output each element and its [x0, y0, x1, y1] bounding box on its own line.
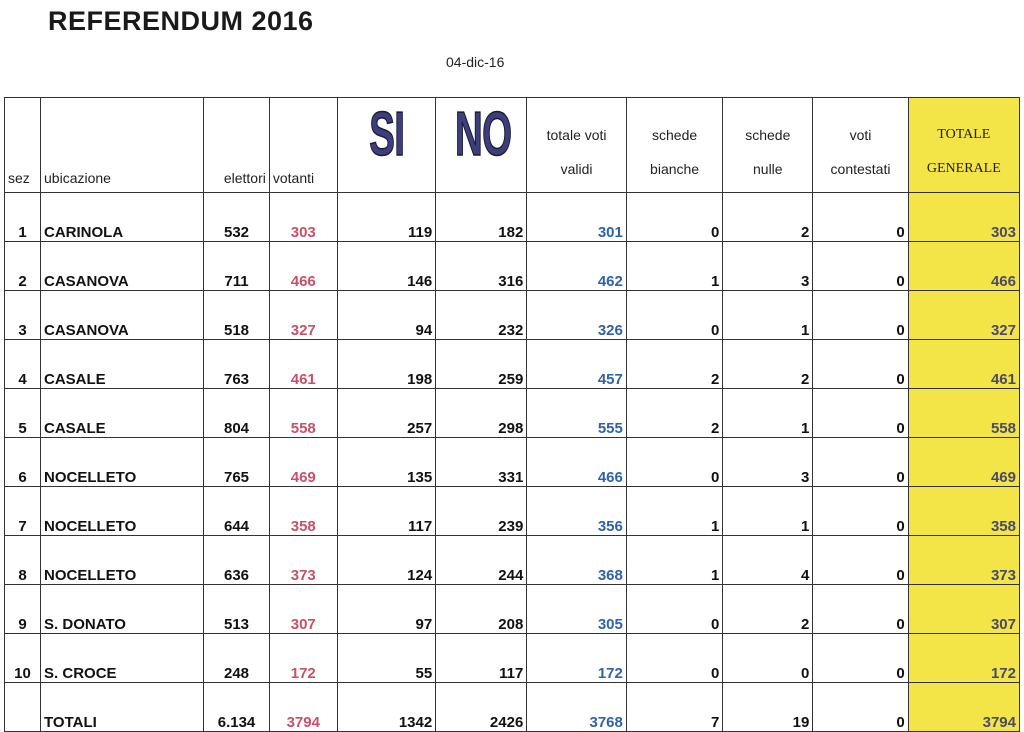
cell-schede-bianche: 1	[626, 487, 722, 536]
header-totale-generale-line2: GENERALE	[926, 161, 1001, 176]
cell-votanti: 172	[269, 634, 337, 683]
header-schede-bianche-line2: bianche	[650, 161, 700, 177]
cell-totale-generale: 558	[908, 389, 1019, 438]
cell-elettori: 644	[204, 487, 270, 536]
cell-totale-voti: 356	[527, 487, 627, 536]
header-voti-contestati-line1: voti	[849, 127, 872, 143]
no-label: NO	[455, 100, 512, 169]
cell-totale-generale: 469	[908, 438, 1019, 487]
cell-totale-voti: 368	[527, 536, 627, 585]
cell-voti-contestati: 0	[813, 487, 908, 536]
cell-si: 117	[337, 487, 436, 536]
cell-totale-voti: 305	[527, 585, 627, 634]
cell-sez: 3	[5, 291, 41, 340]
table-row	[5, 487, 1020, 536]
table-row	[5, 193, 1020, 242]
cell-ubicazione: NOCELLETO	[41, 487, 204, 536]
cell-totale-generale: 172	[908, 634, 1019, 683]
cell-voti-contestati: 0	[813, 242, 908, 291]
cell-sez: 7	[5, 487, 41, 536]
cell-schede-nulle: 4	[723, 536, 813, 585]
cell-totale-voti: 466	[527, 438, 627, 487]
header-no	[436, 98, 527, 193]
cell-no: 208	[436, 585, 527, 634]
table-row	[5, 291, 1020, 340]
cell-si: 257	[337, 389, 436, 438]
cell-no: 298	[436, 389, 527, 438]
header-sez: sez	[5, 98, 41, 193]
cell-votanti: 558	[269, 389, 337, 438]
header-si	[337, 98, 436, 193]
cell-sez: 8	[5, 536, 41, 585]
cell-elettori: 804	[204, 389, 270, 438]
header-schede-nulle	[723, 98, 813, 193]
cell-totale-voti: 457	[527, 340, 627, 389]
header-schede-nulle-line1: schede	[745, 127, 791, 143]
cell-sez: 9	[5, 585, 41, 634]
cell-no: 232	[436, 291, 527, 340]
cell-elettori: 518	[204, 291, 270, 340]
cell-no: 182	[436, 193, 527, 242]
header-voti-contestati	[813, 98, 908, 193]
cell-no: 259	[436, 340, 527, 389]
header-votanti: votanti	[269, 98, 337, 193]
cell-no: 316	[436, 242, 527, 291]
cell-totale-voti: 3768	[527, 683, 627, 732]
cell-voti-contestati: 0	[813, 193, 908, 242]
cell-ubicazione: CASANOVA	[41, 242, 204, 291]
cell-no: 239	[436, 487, 527, 536]
cell-no: 117	[436, 634, 527, 683]
cell-sez: 4	[5, 340, 41, 389]
cell-totale-generale: 373	[908, 536, 1019, 585]
cell-schede-bianche: 0	[626, 585, 722, 634]
cell-elettori: 763	[204, 340, 270, 389]
cell-ubicazione: NOCELLETO	[41, 536, 204, 585]
cell-ubicazione: TOTALI	[41, 683, 204, 732]
table-row	[5, 242, 1020, 291]
cell-elettori: 532	[204, 193, 270, 242]
cell-totale-generale: 327	[908, 291, 1019, 340]
cell-schede-nulle: 1	[723, 389, 813, 438]
header-totale-generale-line1: TOTALE	[937, 127, 991, 142]
header-totale-generale	[908, 98, 1019, 193]
cell-voti-contestati: 0	[813, 585, 908, 634]
cell-ubicazione: CASANOVA	[41, 291, 204, 340]
cell-totale-generale: 307	[908, 585, 1019, 634]
cell-voti-contestati: 0	[813, 340, 908, 389]
cell-sez: 5	[5, 389, 41, 438]
cell-sez: 6	[5, 438, 41, 487]
cell-schede-bianche: 2	[626, 389, 722, 438]
cell-elettori: 248	[204, 634, 270, 683]
cell-totale-voti: 462	[527, 242, 627, 291]
cell-schede-nulle: 19	[723, 683, 813, 732]
table-row	[5, 389, 1020, 438]
cell-schede-nulle: 2	[723, 193, 813, 242]
cell-voti-contestati: 0	[813, 291, 908, 340]
cell-sez: 1	[5, 193, 41, 242]
cell-schede-nulle: 0	[723, 634, 813, 683]
cell-schede-nulle: 1	[723, 291, 813, 340]
cell-si: 55	[337, 634, 436, 683]
cell-schede-bianche: 1	[626, 536, 722, 585]
cell-schede-nulle: 3	[723, 438, 813, 487]
cell-voti-contestati: 0	[813, 389, 908, 438]
cell-schede-bianche: 0	[626, 438, 722, 487]
cell-sez: 2	[5, 242, 41, 291]
cell-ubicazione: NOCELLETO	[41, 438, 204, 487]
cell-voti-contestati: 0	[813, 634, 908, 683]
header-voti-contestati-line2: contestati	[830, 161, 891, 177]
cell-si: 94	[337, 291, 436, 340]
cell-si: 97	[337, 585, 436, 634]
cell-ubicazione: CARINOLA	[41, 193, 204, 242]
cell-ubicazione: CASALE	[41, 340, 204, 389]
header-ubicazione: ubicazione	[41, 98, 204, 193]
header-totale-voti-validi	[527, 98, 627, 193]
cell-totale-generale: 358	[908, 487, 1019, 536]
table-row	[5, 340, 1020, 389]
cell-ubicazione: S. CROCE	[41, 634, 204, 683]
cell-si: 146	[337, 242, 436, 291]
table-row	[5, 634, 1020, 683]
table-row	[5, 438, 1020, 487]
cell-votanti: 327	[269, 291, 337, 340]
results-table	[4, 97, 1020, 732]
cell-totale-generale: 303	[908, 193, 1019, 242]
cell-elettori: 636	[204, 536, 270, 585]
cell-si: 198	[337, 340, 436, 389]
document-date: 04-dic-16	[446, 54, 505, 70]
cell-schede-nulle: 2	[723, 585, 813, 634]
cell-schede-bianche: 0	[626, 193, 722, 242]
table-body	[5, 193, 1020, 732]
cell-totale-generale: 461	[908, 340, 1019, 389]
cell-votanti: 466	[269, 242, 337, 291]
cell-elettori: 6.134	[204, 683, 270, 732]
cell-sez: 10	[5, 634, 41, 683]
cell-voti-contestati: 0	[813, 683, 908, 732]
cell-schede-bianche: 0	[626, 291, 722, 340]
cell-no: 244	[436, 536, 527, 585]
page-title: REFERENDUM 2016	[48, 6, 314, 36]
cell-totale-voti: 326	[527, 291, 627, 340]
cell-totale-generale: 466	[908, 242, 1019, 291]
cell-schede-nulle: 2	[723, 340, 813, 389]
cell-totale-voti: 555	[527, 389, 627, 438]
cell-elettori: 765	[204, 438, 270, 487]
cell-totale-voti: 172	[527, 634, 627, 683]
cell-voti-contestati: 0	[813, 536, 908, 585]
cell-no: 331	[436, 438, 527, 487]
table-row	[5, 585, 1020, 634]
header-elettori: elettori	[204, 98, 270, 193]
cell-sez	[5, 683, 41, 732]
cell-votanti: 307	[269, 585, 337, 634]
cell-schede-bianche: 7	[626, 683, 722, 732]
cell-votanti: 469	[269, 438, 337, 487]
totals-row	[5, 683, 1020, 732]
cell-ubicazione: CASALE	[41, 389, 204, 438]
header-schede-bianche-line1: schede	[652, 127, 698, 143]
header-row	[5, 98, 1020, 193]
cell-schede-bianche: 2	[626, 340, 722, 389]
cell-schede-nulle: 1	[723, 487, 813, 536]
cell-elettori: 711	[204, 242, 270, 291]
cell-si: 1342	[337, 683, 436, 732]
table-row	[5, 536, 1020, 585]
cell-votanti: 3794	[269, 683, 337, 732]
cell-votanti: 461	[269, 340, 337, 389]
header-totale-voti-line2: validi	[560, 161, 593, 177]
header-schede-bianche	[626, 98, 722, 193]
header-schede-nulle-line2: nulle	[753, 161, 783, 177]
cell-elettori: 513	[204, 585, 270, 634]
cell-ubicazione: S. DONATO	[41, 585, 204, 634]
cell-voti-contestati: 0	[813, 438, 908, 487]
header-totale-voti-line1: totale voti	[546, 127, 607, 143]
cell-schede-bianche: 1	[626, 242, 722, 291]
cell-totale-generale: 3794	[908, 683, 1019, 732]
cell-votanti: 358	[269, 487, 337, 536]
cell-si: 119	[337, 193, 436, 242]
cell-si: 135	[337, 438, 436, 487]
cell-votanti: 303	[269, 193, 337, 242]
si-label: SI	[368, 100, 404, 169]
cell-no: 2426	[436, 683, 527, 732]
cell-totale-voti: 301	[527, 193, 627, 242]
cell-si: 124	[337, 536, 436, 585]
cell-votanti: 373	[269, 536, 337, 585]
cell-schede-bianche: 0	[626, 634, 722, 683]
cell-schede-nulle: 3	[723, 242, 813, 291]
